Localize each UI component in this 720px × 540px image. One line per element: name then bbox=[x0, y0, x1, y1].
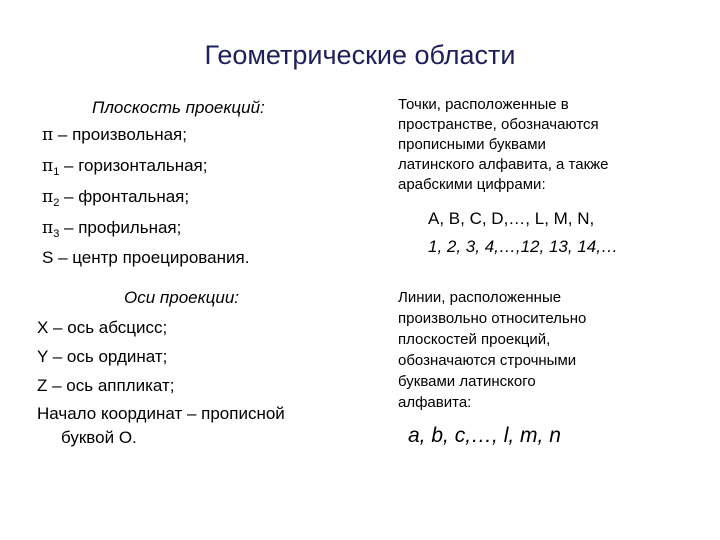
plane-item bbox=[42, 216, 181, 242]
plane-text: – профильная; bbox=[59, 218, 182, 237]
plane-text: – фронтальная; bbox=[59, 187, 190, 206]
lines-line: Линии, расположенные bbox=[398, 289, 562, 306]
lines-line: плоскостей проекций, bbox=[398, 331, 551, 348]
lines-line: произвольно относительно bbox=[398, 310, 587, 327]
points-description bbox=[398, 95, 609, 195]
pi-symbol: π bbox=[42, 218, 54, 238]
plane-text: – горизонтальная; bbox=[59, 156, 208, 175]
plane-item bbox=[42, 123, 187, 149]
axes-heading: Оси проекции: bbox=[124, 288, 239, 307]
lines-description bbox=[398, 287, 586, 413]
plane-item bbox=[42, 246, 249, 272]
pi-symbol: π bbox=[42, 187, 54, 207]
pi-symbol: π bbox=[42, 125, 54, 145]
points-line: пространстве, обозначаются bbox=[398, 116, 599, 133]
points-example-letters: A, B, C, D,…, L, M, N, bbox=[428, 209, 595, 228]
planes-heading: Плоскость проекций: bbox=[92, 98, 265, 117]
lines-line: обозначаются строчными bbox=[398, 352, 577, 369]
lines-line: алфавита: bbox=[398, 394, 472, 411]
points-line: латинского алфавита, а также bbox=[398, 156, 609, 173]
points-line: арабскими цифрами: bbox=[398, 176, 546, 193]
plane-text: – произвольная; bbox=[53, 125, 187, 144]
plane-item bbox=[42, 154, 208, 180]
axis-item: Y – ось ординат; bbox=[37, 347, 168, 366]
axis-item: буквой О. bbox=[61, 428, 137, 447]
axis-item: X – ось абсцисс; bbox=[37, 318, 168, 337]
points-example-digits: 1, 2, 3, 4,…,12, 13, 14,… bbox=[428, 237, 618, 256]
lines-example: a, b, c,…, l, m, n bbox=[408, 424, 561, 447]
plane-index: 1 bbox=[53, 166, 60, 178]
plane-text: – центр проецирования. bbox=[53, 248, 250, 267]
points-line: Точки, расположенные в bbox=[398, 96, 569, 113]
slide-title: Геометрические области bbox=[204, 40, 516, 70]
plane-index: 2 bbox=[53, 197, 60, 209]
points-line: прописными буквами bbox=[398, 136, 546, 153]
pi-symbol: π bbox=[42, 156, 54, 176]
plane-item bbox=[42, 185, 189, 211]
lines-line: буквами латинского bbox=[398, 373, 536, 390]
plane-index: 3 bbox=[53, 228, 60, 240]
center-symbol: S bbox=[42, 248, 54, 267]
axis-item: Начало координат – прописной bbox=[37, 404, 285, 423]
axis-item: Z – ось аппликат; bbox=[37, 376, 175, 395]
